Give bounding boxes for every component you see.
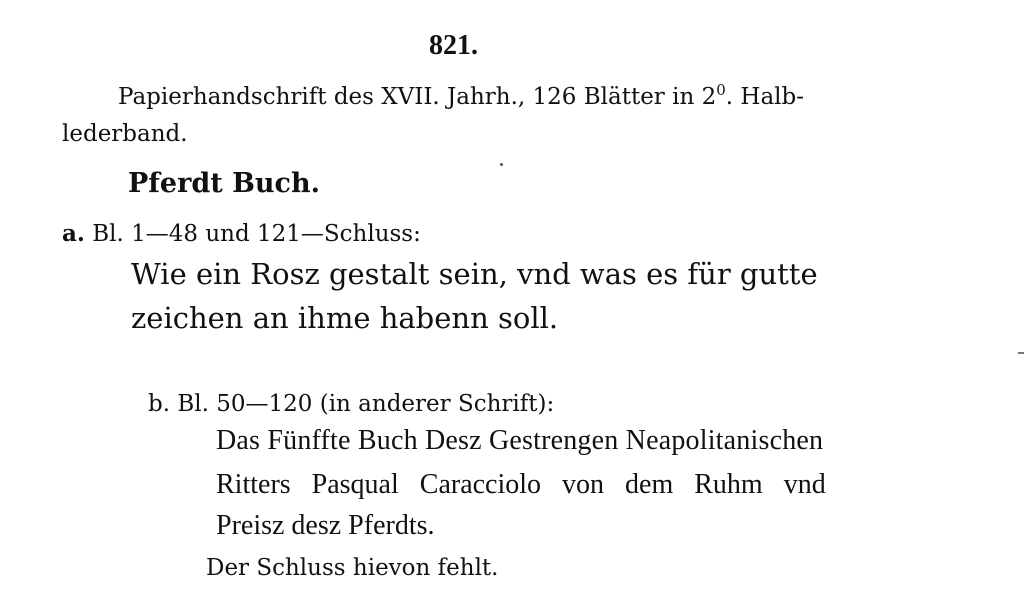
description-line-1 bbox=[118, 81, 805, 110]
section-a-heading bbox=[62, 222, 421, 246]
section-a-marker: a. bbox=[62, 220, 85, 247]
section-b-text-line-2: Ritters Pasqual Caracciolo von dem Ruhm vnd bbox=[216, 469, 826, 500]
section-a-text-line-1: Wie ein Rosz gestalt sein, vnd was es für gutte bbox=[131, 257, 818, 291]
format-superscript: 0 bbox=[716, 81, 726, 99]
section-a-text-line-2: zeichen an ihme habenn soll. bbox=[131, 301, 559, 335]
description-tail: . Halb- bbox=[725, 84, 805, 110]
closing-note: Der Schluss hievon fehlt. bbox=[206, 555, 499, 581]
ink-speck bbox=[500, 163, 503, 166]
section-b-text-line-1: Das Fünffte Buch Desz Gestrengen Neapolitanischen bbox=[216, 425, 824, 456]
section-b-text-line-3: Preisz desz Pferdts. bbox=[216, 510, 435, 541]
section-b-heading bbox=[148, 393, 554, 416]
section-a-heading-text: Bl. 1—48 und 121—Schluss: bbox=[92, 221, 421, 247]
manuscript-title: Pferdt Buch. bbox=[128, 168, 320, 199]
description-line-2: lederband. bbox=[62, 121, 188, 147]
section-b-heading-text: Bl. 50—120 (in anderer Schrift): bbox=[177, 391, 555, 417]
page-number: 821. bbox=[429, 30, 478, 61]
section-b-marker: b. bbox=[148, 391, 171, 417]
edge-mark bbox=[1018, 352, 1024, 354]
description-text: Papierhandschrift des XVII. Jahrh., 126 Blätter in 2 bbox=[118, 84, 717, 110]
